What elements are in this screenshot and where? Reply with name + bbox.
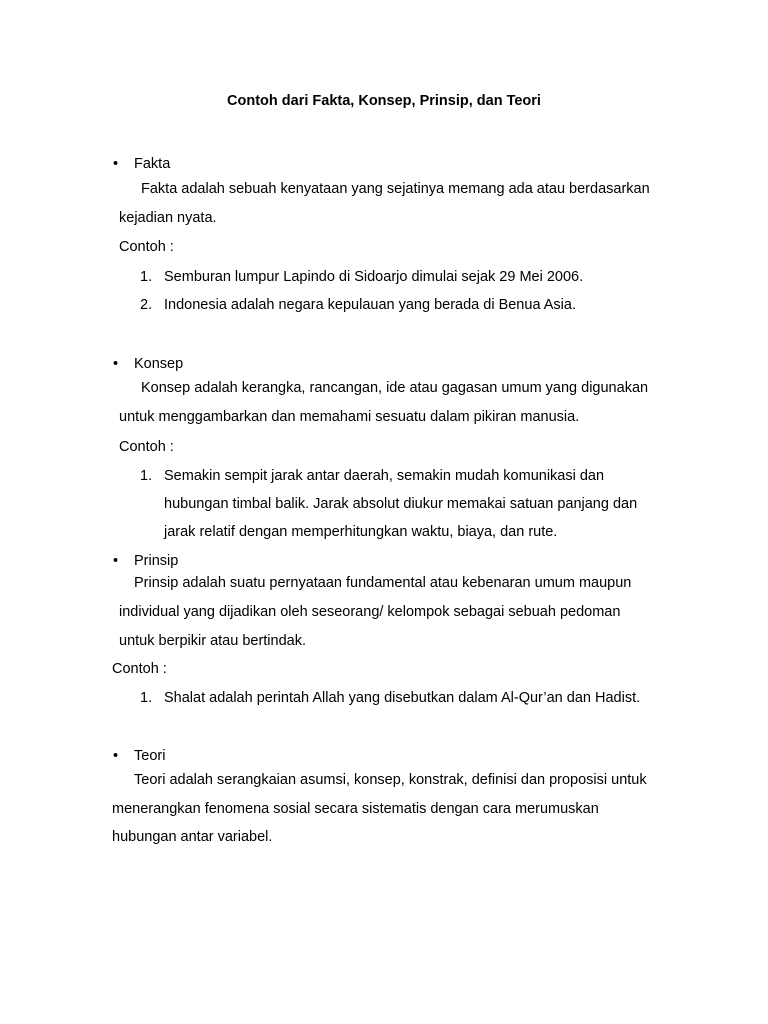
section-heading: Konsep	[134, 356, 184, 372]
list-item-text: jarak relatif dengan memperhitungkan waktu, biaya, dan rute.	[164, 524, 558, 540]
definition-line: Konsep adalah kerangka, rancangan, ide atau gagasan umum yang digunakan	[141, 380, 649, 396]
definition-line: kejadian nyata.	[119, 210, 217, 226]
list-number: 1.	[140, 269, 153, 285]
section-heading: Teori	[134, 748, 166, 764]
bullet-icon: •	[113, 156, 119, 172]
definition-line: Fakta adalah sebuah kenyataan yang sejatinya memang ada atau berdasarkan	[141, 181, 650, 197]
list-item-text: Semburan lumpur Lapindo di Sidoarjo dimulai sejak 29 Mei 2006.	[164, 269, 584, 285]
contoh-label: Contoh :	[119, 239, 174, 255]
definition-line: untuk menggambarkan dan memahami sesuatu dalam pikiran manusia.	[119, 409, 580, 425]
bullet-icon: •	[113, 748, 119, 764]
section-heading: Fakta	[134, 156, 171, 172]
list-number: 1.	[140, 690, 153, 706]
definition-line: menerangkan fenomena sosial secara sistematis dengan cara merumuskan	[112, 801, 599, 817]
list-item-text: Semakin sempit jarak antar daerah, semakin mudah komunikasi dan	[164, 468, 605, 484]
list-item-text: hubungan timbal balik. Jarak absolut diukur memakai satuan panjang dan	[164, 496, 638, 512]
definition-line: individual yang dijadikan oleh seseorang/ kelompok sebagai sebuah pedoman	[119, 604, 621, 620]
list-number: 1.	[140, 468, 153, 484]
contoh-label: Contoh :	[119, 439, 174, 455]
definition-line: untuk berpikir atau bertindak.	[119, 633, 306, 649]
list-number: 2.	[140, 297, 153, 313]
bullet-icon: •	[113, 553, 119, 569]
section-heading: Prinsip	[134, 553, 179, 569]
document-title: Contoh dari Fakta, Konsep, Prinsip, dan Teori	[227, 93, 541, 109]
definition-line: Teori adalah serangkaian asumsi, konsep, konstrak, definisi dan proposisi untuk	[134, 772, 647, 788]
definition-line: Prinsip adalah suatu pernyataan fundamental atau kebenaran umum maupun	[134, 575, 632, 591]
list-item-text: Shalat adalah perintah Allah yang disebutkan dalam Al-Qur’an dan Hadist.	[164, 690, 641, 706]
list-item-text: Indonesia adalah negara kepulauan yang berada di Benua Asia.	[164, 297, 576, 313]
bullet-icon: •	[113, 356, 119, 372]
definition-line: hubungan antar variabel.	[112, 829, 273, 845]
contoh-label: Contoh :	[112, 661, 167, 677]
